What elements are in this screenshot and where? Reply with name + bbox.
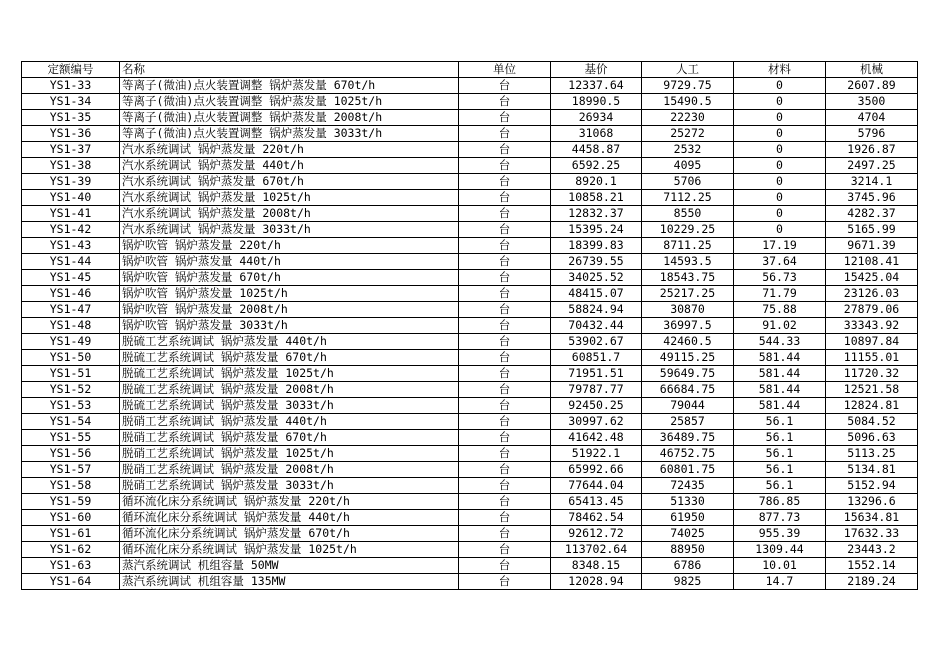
col-header-unit: 单位 [459,62,551,78]
cell-base-price: 78462.54 [551,510,642,526]
cell-base-price: 6592.25 [551,158,642,174]
cell-machinery: 5113.25 [826,446,918,462]
cell-material: 581.44 [734,366,826,382]
cell-material: 581.44 [734,398,826,414]
cell-base-price: 30997.62 [551,414,642,430]
cell-labor: 9729.75 [642,78,734,94]
cell-code: YS1-59 [22,494,120,510]
cell-code: YS1-62 [22,542,120,558]
cell-labor: 46752.75 [642,446,734,462]
cell-material: 56.1 [734,478,826,494]
table-row [22,446,918,462]
cell-name: 等离子(微油)点火装置调整 锅炉蒸发量 3033t/h [120,126,459,142]
table-row [22,238,918,254]
cell-material: 14.7 [734,574,826,590]
cell-unit: 台 [459,574,551,590]
cell-unit: 台 [459,430,551,446]
table-row [22,510,918,526]
cell-name: 锅炉吹管 锅炉蒸发量 2008t/h [120,302,459,318]
cell-labor: 36489.75 [642,430,734,446]
cell-name: 蒸汽系统调试 机组容量 50MW [120,558,459,574]
cell-material: 56.1 [734,414,826,430]
cell-material: 17.19 [734,238,826,254]
cell-name: 脱硝工艺系统调试 锅炉蒸发量 670t/h [120,430,459,446]
cell-code: YS1-39 [22,174,120,190]
cell-base-price: 58824.94 [551,302,642,318]
cell-labor: 72435 [642,478,734,494]
cell-base-price: 15395.24 [551,222,642,238]
cell-labor: 59649.75 [642,366,734,382]
table-row [22,494,918,510]
cell-machinery: 27879.06 [826,302,918,318]
cell-labor: 30870 [642,302,734,318]
cell-unit: 台 [459,382,551,398]
cell-name: 脱硫工艺系统调试 锅炉蒸发量 1025t/h [120,366,459,382]
cell-labor: 8550 [642,206,734,222]
table-row [22,350,918,366]
cell-machinery: 5152.94 [826,478,918,494]
cell-labor: 61950 [642,510,734,526]
table-row [22,302,918,318]
cell-material: 0 [734,174,826,190]
cell-unit: 台 [459,94,551,110]
cell-material: 0 [734,190,826,206]
cell-labor: 18543.75 [642,270,734,286]
cell-name: 循环流化床分系统调试 锅炉蒸发量 220t/h [120,494,459,510]
cell-labor: 51330 [642,494,734,510]
quota-table [21,61,918,590]
table-row [22,270,918,286]
cell-code: YS1-40 [22,190,120,206]
cell-unit: 台 [459,238,551,254]
cell-labor: 49115.25 [642,350,734,366]
cell-code: YS1-58 [22,478,120,494]
cell-material: 581.44 [734,382,826,398]
cell-machinery: 33343.92 [826,318,918,334]
cell-material: 75.88 [734,302,826,318]
cell-code: YS1-63 [22,558,120,574]
cell-base-price: 77644.04 [551,478,642,494]
table-row [22,414,918,430]
cell-unit: 台 [459,398,551,414]
table-row [22,382,918,398]
table-row [22,254,918,270]
cell-unit: 台 [459,158,551,174]
cell-machinery: 9671.39 [826,238,918,254]
cell-unit: 台 [459,510,551,526]
cell-labor: 42460.5 [642,334,734,350]
cell-material: 56.1 [734,462,826,478]
col-header-material: 材料 [734,62,826,78]
cell-base-price: 12028.94 [551,574,642,590]
cell-base-price: 92612.72 [551,526,642,542]
cell-unit: 台 [459,494,551,510]
cell-code: YS1-53 [22,398,120,414]
cell-base-price: 4458.87 [551,142,642,158]
cell-code: YS1-45 [22,270,120,286]
cell-machinery: 10897.84 [826,334,918,350]
cell-unit: 台 [459,446,551,462]
cell-unit: 台 [459,558,551,574]
cell-labor: 25217.25 [642,286,734,302]
cell-material: 0 [734,222,826,238]
cell-name: 汽水系统调试 锅炉蒸发量 220t/h [120,142,459,158]
cell-base-price: 70432.44 [551,318,642,334]
cell-unit: 台 [459,526,551,542]
cell-unit: 台 [459,206,551,222]
cell-labor: 9825 [642,574,734,590]
cell-unit: 台 [459,254,551,270]
table-row [22,478,918,494]
cell-material: 0 [734,126,826,142]
cell-name: 等离子(微油)点火装置调整 锅炉蒸发量 2008t/h [120,110,459,126]
cell-machinery: 5096.63 [826,430,918,446]
cell-name: 锅炉吹管 锅炉蒸发量 440t/h [120,254,459,270]
cell-machinery: 2607.89 [826,78,918,94]
cell-unit: 台 [459,318,551,334]
cell-name: 脱硫工艺系统调试 锅炉蒸发量 2008t/h [120,382,459,398]
cell-name: 锅炉吹管 锅炉蒸发量 1025t/h [120,286,459,302]
cell-labor: 25857 [642,414,734,430]
cell-machinery: 12521.58 [826,382,918,398]
col-header-machinery: 机械 [826,62,918,78]
cell-code: YS1-43 [22,238,120,254]
cell-unit: 台 [459,334,551,350]
table-row [22,126,918,142]
cell-code: YS1-36 [22,126,120,142]
cell-name: 循环流化床分系统调试 锅炉蒸发量 440t/h [120,510,459,526]
cell-name: 循环流化床分系统调试 锅炉蒸发量 670t/h [120,526,459,542]
cell-base-price: 65413.45 [551,494,642,510]
cell-material: 0 [734,158,826,174]
cell-name: 脱硝工艺系统调试 锅炉蒸发量 2008t/h [120,462,459,478]
cell-material: 56.73 [734,270,826,286]
table-row [22,334,918,350]
cell-machinery: 17632.33 [826,526,918,542]
cell-name: 等离子(微油)点火装置调整 锅炉蒸发量 1025t/h [120,94,459,110]
cell-base-price: 12832.37 [551,206,642,222]
cell-code: YS1-55 [22,430,120,446]
table-row [22,142,918,158]
col-header-base-price: 基价 [551,62,642,78]
cell-unit: 台 [459,190,551,206]
cell-labor: 88950 [642,542,734,558]
cell-code: YS1-51 [22,366,120,382]
cell-unit: 台 [459,366,551,382]
cell-material: 91.02 [734,318,826,334]
cell-material: 0 [734,110,826,126]
header-row [22,62,918,78]
cell-name: 汽水系统调试 锅炉蒸发量 1025t/h [120,190,459,206]
cell-machinery: 15634.81 [826,510,918,526]
cell-base-price: 8920.1 [551,174,642,190]
table-row [22,462,918,478]
table-row [22,398,918,414]
cell-base-price: 113702.64 [551,542,642,558]
cell-base-price: 26934 [551,110,642,126]
cell-machinery: 23126.03 [826,286,918,302]
cell-code: YS1-50 [22,350,120,366]
cell-machinery: 5165.99 [826,222,918,238]
cell-base-price: 65992.66 [551,462,642,478]
cell-unit: 台 [459,462,551,478]
cell-labor: 6786 [642,558,734,574]
cell-code: YS1-52 [22,382,120,398]
cell-unit: 台 [459,126,551,142]
table-row [22,574,918,590]
cell-material: 0 [734,78,826,94]
cell-labor: 7112.25 [642,190,734,206]
cell-name: 汽水系统调试 锅炉蒸发量 2008t/h [120,206,459,222]
cell-material: 0 [734,142,826,158]
cell-name: 脱硫工艺系统调试 锅炉蒸发量 670t/h [120,350,459,366]
cell-material: 581.44 [734,350,826,366]
cell-name: 蒸汽系统调试 机组容量 135MW [120,574,459,590]
cell-code: YS1-33 [22,78,120,94]
cell-base-price: 10858.21 [551,190,642,206]
cell-material: 56.1 [734,446,826,462]
cell-code: YS1-57 [22,462,120,478]
cell-unit: 台 [459,78,551,94]
cell-base-price: 71951.51 [551,366,642,382]
cell-base-price: 60851.7 [551,350,642,366]
cell-base-price: 53902.67 [551,334,642,350]
cell-material: 0 [734,94,826,110]
cell-base-price: 12337.64 [551,78,642,94]
cell-machinery: 5084.52 [826,414,918,430]
cell-machinery: 2189.24 [826,574,918,590]
cell-material: 71.79 [734,286,826,302]
cell-material: 10.01 [734,558,826,574]
cell-code: YS1-49 [22,334,120,350]
cell-base-price: 92450.25 [551,398,642,414]
cell-labor: 5706 [642,174,734,190]
cell-labor: 79044 [642,398,734,414]
cell-unit: 台 [459,110,551,126]
cell-material: 1309.44 [734,542,826,558]
cell-machinery: 1552.14 [826,558,918,574]
cell-code: YS1-47 [22,302,120,318]
cell-base-price: 79787.77 [551,382,642,398]
table-row [22,286,918,302]
cell-name: 等离子(微油)点火装置调整 锅炉蒸发量 670t/h [120,78,459,94]
col-header-name: 名称 [120,62,459,78]
cell-material: 56.1 [734,430,826,446]
table-row [22,542,918,558]
cell-machinery: 12824.81 [826,398,918,414]
table-row [22,174,918,190]
table-row [22,222,918,238]
cell-base-price: 41642.48 [551,430,642,446]
cell-name: 循环流化床分系统调试 锅炉蒸发量 1025t/h [120,542,459,558]
cell-code: YS1-34 [22,94,120,110]
cell-material: 37.64 [734,254,826,270]
cell-name: 脱硫工艺系统调试 锅炉蒸发量 3033t/h [120,398,459,414]
cell-unit: 台 [459,270,551,286]
cell-code: YS1-56 [22,446,120,462]
cell-unit: 台 [459,350,551,366]
cell-code: YS1-44 [22,254,120,270]
cell-code: YS1-37 [22,142,120,158]
cell-name: 脱硫工艺系统调试 锅炉蒸发量 440t/h [120,334,459,350]
cell-base-price: 26739.55 [551,254,642,270]
table-row [22,190,918,206]
cell-machinery: 1926.87 [826,142,918,158]
cell-code: YS1-64 [22,574,120,590]
cell-labor: 2532 [642,142,734,158]
cell-name: 脱硝工艺系统调试 锅炉蒸发量 440t/h [120,414,459,430]
cell-name: 锅炉吹管 锅炉蒸发量 3033t/h [120,318,459,334]
cell-name: 汽水系统调试 锅炉蒸发量 440t/h [120,158,459,174]
table-row [22,158,918,174]
cell-labor: 74025 [642,526,734,542]
cell-unit: 台 [459,478,551,494]
cell-machinery: 4704 [826,110,918,126]
cell-material: 955.39 [734,526,826,542]
cell-name: 汽水系统调试 锅炉蒸发量 3033t/h [120,222,459,238]
table-row [22,366,918,382]
cell-unit: 台 [459,222,551,238]
cell-code: YS1-46 [22,286,120,302]
cell-labor: 25272 [642,126,734,142]
cell-machinery: 12108.41 [826,254,918,270]
table-row [22,558,918,574]
cell-machinery: 3500 [826,94,918,110]
cell-name: 脱硝工艺系统调试 锅炉蒸发量 3033t/h [120,478,459,494]
cell-material: 0 [734,206,826,222]
cell-unit: 台 [459,302,551,318]
cell-name: 汽水系统调试 锅炉蒸发量 670t/h [120,174,459,190]
cell-material: 544.33 [734,334,826,350]
cell-code: YS1-42 [22,222,120,238]
cell-unit: 台 [459,174,551,190]
cell-unit: 台 [459,542,551,558]
cell-unit: 台 [459,414,551,430]
cell-machinery: 5796 [826,126,918,142]
cell-labor: 66684.75 [642,382,734,398]
cell-machinery: 5134.81 [826,462,918,478]
col-header-labor: 人工 [642,62,734,78]
cell-machinery: 3745.96 [826,190,918,206]
cell-base-price: 8348.15 [551,558,642,574]
table-row [22,110,918,126]
cell-base-price: 51922.1 [551,446,642,462]
cell-labor: 4095 [642,158,734,174]
cell-name: 锅炉吹管 锅炉蒸发量 670t/h [120,270,459,286]
cell-machinery: 2497.25 [826,158,918,174]
cell-base-price: 18990.5 [551,94,642,110]
cell-labor: 15490.5 [642,94,734,110]
cell-base-price: 34025.52 [551,270,642,286]
cell-machinery: 4282.37 [826,206,918,222]
cell-base-price: 18399.83 [551,238,642,254]
cell-unit: 台 [459,142,551,158]
table-row [22,526,918,542]
cell-code: YS1-41 [22,206,120,222]
table-row [22,318,918,334]
cell-machinery: 3214.1 [826,174,918,190]
table-row [22,78,918,94]
cell-code: YS1-60 [22,510,120,526]
cell-labor: 14593.5 [642,254,734,270]
cell-machinery: 11155.01 [826,350,918,366]
cell-machinery: 11720.32 [826,366,918,382]
cell-material: 877.73 [734,510,826,526]
cell-labor: 60801.75 [642,462,734,478]
cell-machinery: 23443.2 [826,542,918,558]
cell-machinery: 13296.6 [826,494,918,510]
cell-name: 锅炉吹管 锅炉蒸发量 220t/h [120,238,459,254]
cell-code: YS1-35 [22,110,120,126]
col-header-code: 定额编号 [22,62,120,78]
cell-code: YS1-54 [22,414,120,430]
cell-code: YS1-48 [22,318,120,334]
table-row [22,206,918,222]
cell-code: YS1-61 [22,526,120,542]
cell-base-price: 48415.07 [551,286,642,302]
table-row [22,94,918,110]
cell-unit: 台 [459,286,551,302]
table-row [22,430,918,446]
cell-material: 786.85 [734,494,826,510]
cell-base-price: 31068 [551,126,642,142]
cell-labor: 10229.25 [642,222,734,238]
cell-machinery: 15425.04 [826,270,918,286]
cell-labor: 22230 [642,110,734,126]
cell-labor: 8711.25 [642,238,734,254]
cell-code: YS1-38 [22,158,120,174]
cell-labor: 36997.5 [642,318,734,334]
cell-name: 脱硝工艺系统调试 锅炉蒸发量 1025t/h [120,446,459,462]
